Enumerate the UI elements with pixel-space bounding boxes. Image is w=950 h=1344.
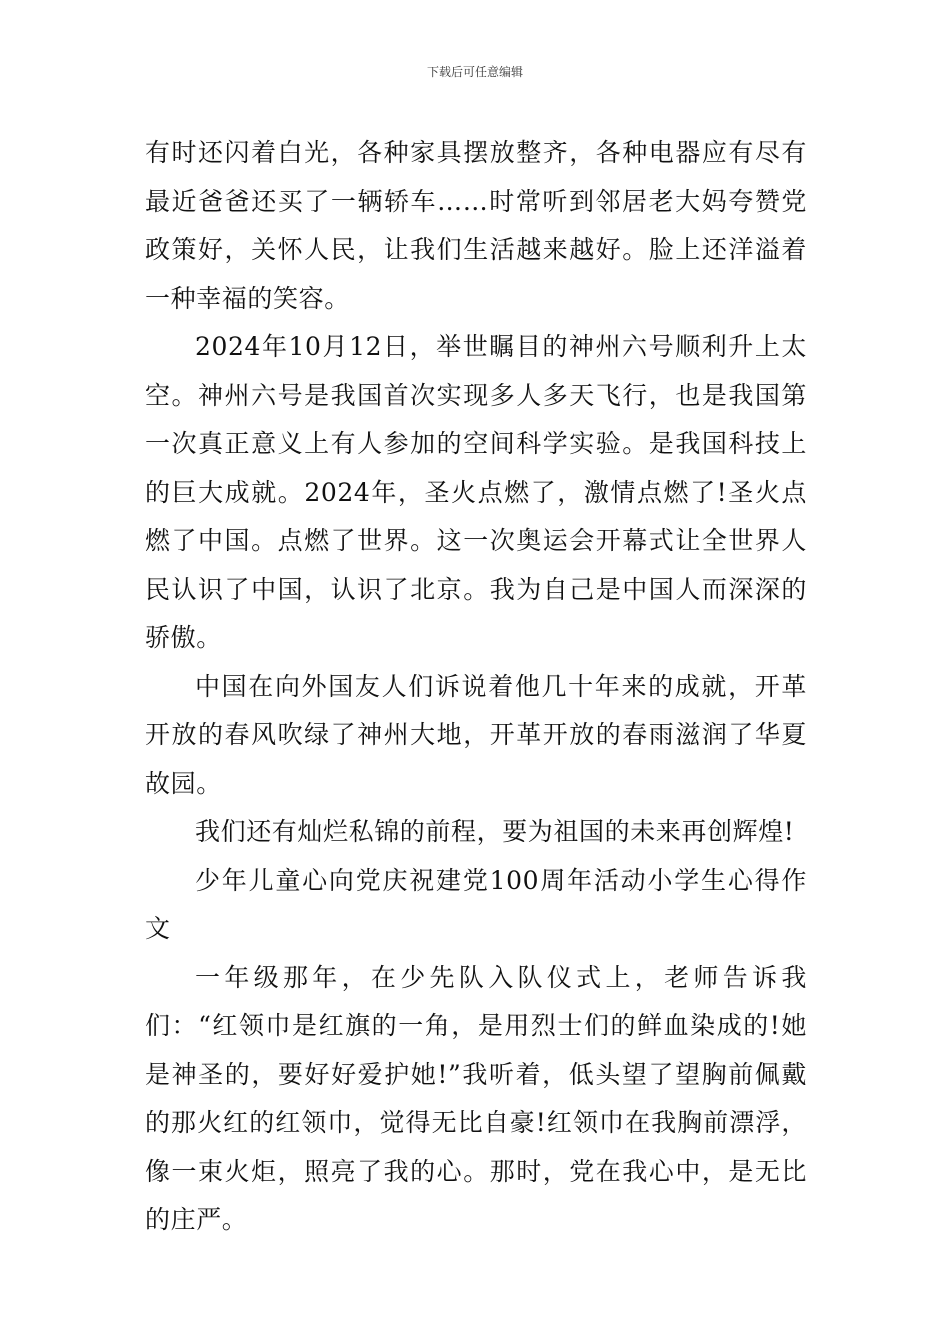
document-body [145,129,807,1245]
paragraph-5: 一年级那年，在少先队入队仪式上，老师告诉我们：“红领巾是红旗的一角，是用烈士们的鲜血染成的!她是神圣的，要好好爱护她!”我听着，低头望了望胸前佩戴的那火红的红领巾，觉得无比自豪!红领巾在我胸前漂浮，像一束火炬，照亮了我的心。那时，党在我心中，是无比的庄严。 [145,962,807,1234]
paragraph-1: 有时还闪着白光，各种家具摆放整齐，各种电器应有尽有最近爸爸还买了一辆轿车……时常听到邻居老大妈夸赞党政策好，关怀人民，让我们生活越来越好。脸上还洋溢着一种幸福的笑容。 [145,138,807,313]
paragraph-3: 中国在向外国友人们诉说着他几十年来的成就，开革开放的春风吹绿了神州大地，开革开放的春雨滋润了华夏故园。 [145,671,807,798]
page-header: 下载后可任意编辑 [426,65,523,79]
paragraph-4: 我们还有灿烂私锦的前程，要为祖国的未来再创辉煌! [195,817,795,846]
essay-title: 少年儿童心向党庆祝建党100周年活动小学生心得作文 [145,865,807,943]
paragraph-2: 2024年10月12日，举世瞩目的神州六号顺利升上太空。神州六号是我国首次实现多人多天飞行，也是我国第一次真正意义上有人参加的空间科学实验。是我国科技上的巨大成就。2024年，圣火点燃了，激情点燃了!圣火点燃了中国。点燃了世界。这一次奥运会开幕式让全世界人民认识了中国，认识了北京。我为自己是中国人而深深的骄傲。 [145,332,807,652]
